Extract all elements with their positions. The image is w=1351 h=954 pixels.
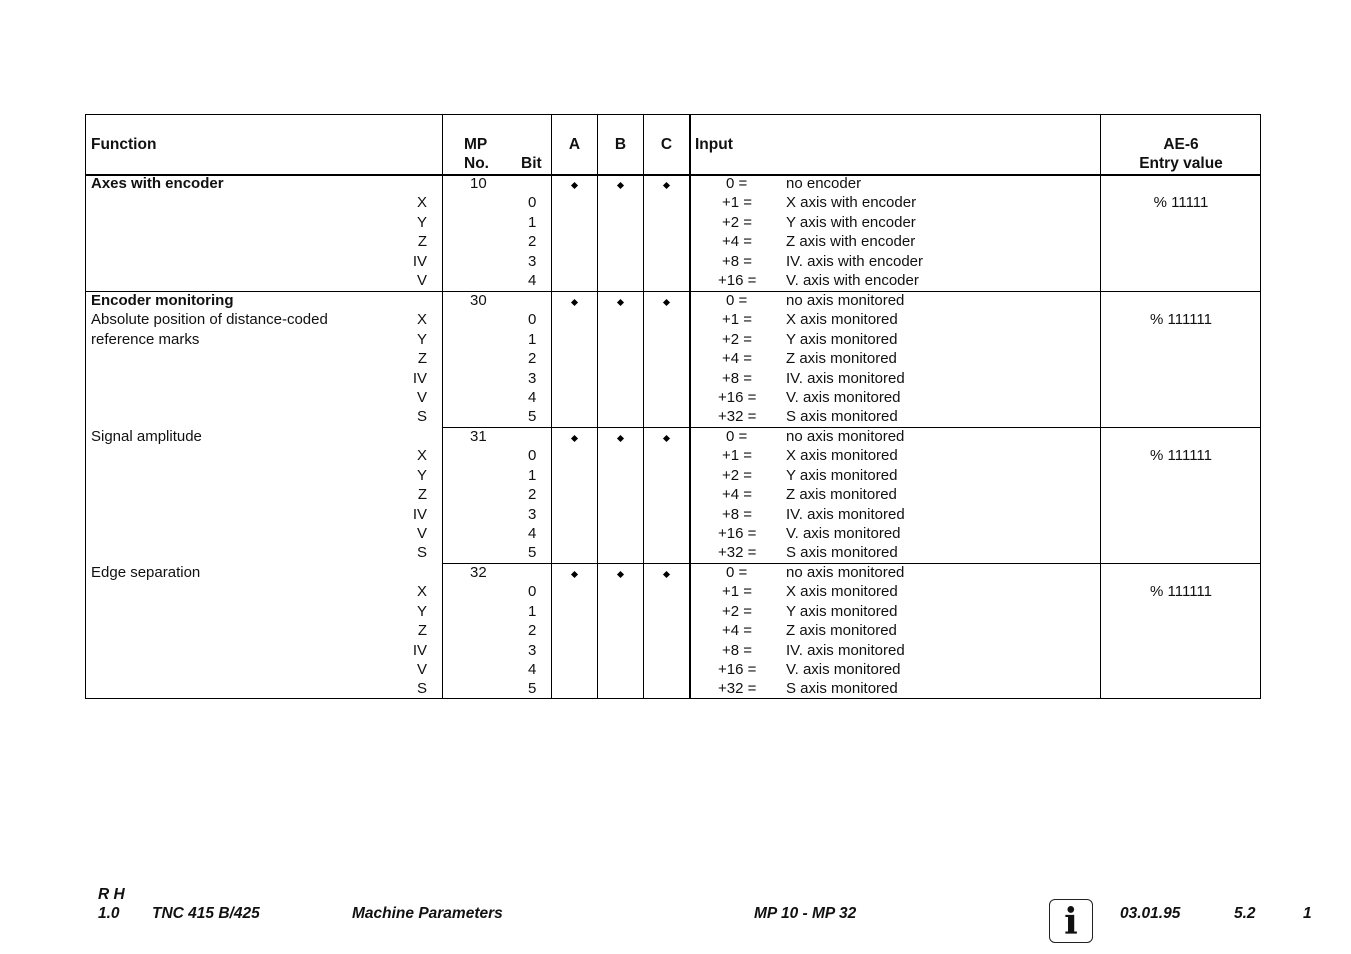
input-code: +8 = bbox=[722, 369, 753, 387]
input-code: +2 = bbox=[722, 330, 753, 348]
input-code: +1 = bbox=[722, 447, 753, 465]
parameter-group bbox=[86, 427, 1260, 563]
axis-label: Z bbox=[417, 622, 427, 640]
input-description: Z axis monitored bbox=[786, 486, 897, 504]
header-ae6: AE-6 bbox=[1163, 136, 1199, 153]
input-code: +32 = bbox=[718, 680, 757, 698]
input-description: Y axis with encoder bbox=[786, 213, 916, 231]
group-subtitle: reference marks bbox=[91, 330, 200, 348]
mp-number: 31 bbox=[470, 428, 487, 445]
input-description: IV. axis with encoder bbox=[786, 252, 924, 270]
marker-b bbox=[616, 182, 623, 189]
marker-c bbox=[662, 571, 669, 578]
header-bit: Bit bbox=[521, 155, 542, 172]
input-code: 0 = bbox=[726, 428, 748, 445]
table-header bbox=[86, 115, 1260, 176]
parameter-group bbox=[86, 291, 1260, 427]
parameter-group bbox=[86, 174, 1260, 291]
info-icon bbox=[1049, 899, 1093, 943]
axis-label: X bbox=[416, 583, 427, 601]
bit-number: 3 bbox=[528, 505, 537, 523]
mp-number: 30 bbox=[470, 292, 487, 309]
axis-label: Y bbox=[416, 330, 427, 348]
input-description: Y axis monitored bbox=[786, 330, 898, 348]
input-description: Z axis with encoder bbox=[786, 233, 916, 251]
input-code: 0 = bbox=[726, 292, 748, 309]
bit-number: 0 bbox=[528, 447, 537, 465]
bit-number: 3 bbox=[528, 369, 537, 387]
input-code: +2 = bbox=[722, 213, 753, 231]
bit-number: 1 bbox=[528, 213, 537, 231]
input-description: no axis monitored bbox=[786, 428, 905, 445]
input-code: +32 = bbox=[718, 408, 757, 426]
group-separator bbox=[86, 291, 1260, 292]
bit-number: 1 bbox=[528, 602, 537, 620]
bit-number: 0 bbox=[528, 311, 537, 329]
axis-label: IV bbox=[412, 369, 427, 387]
input-description: no encoder bbox=[786, 175, 862, 192]
input-description: S axis monitored bbox=[786, 680, 898, 698]
footer-page: 1 bbox=[1303, 905, 1312, 922]
input-code: +2 = bbox=[722, 466, 753, 484]
input-code: +4 = bbox=[722, 350, 753, 368]
bit-number: 2 bbox=[528, 486, 537, 504]
bit-number: 5 bbox=[528, 408, 537, 426]
footer-section: 5.2 bbox=[1234, 905, 1256, 922]
header-no: No. bbox=[464, 155, 489, 172]
input-description: S axis monitored bbox=[786, 408, 898, 426]
footer-date: 03.01.95 bbox=[1120, 905, 1181, 922]
group-title: Encoder monitoring bbox=[91, 292, 234, 309]
axis-label: Z bbox=[417, 350, 427, 368]
input-description: Z axis monitored bbox=[786, 350, 897, 368]
bit-number: 1 bbox=[528, 466, 537, 484]
input-description: X axis monitored bbox=[786, 447, 898, 465]
input-code: 0 = bbox=[726, 175, 748, 192]
parameter-group bbox=[86, 563, 1260, 699]
input-code: +1 = bbox=[722, 311, 753, 329]
bit-number: 3 bbox=[528, 252, 537, 270]
input-code: +8 = bbox=[722, 641, 753, 659]
input-code: +16 = bbox=[718, 525, 757, 542]
marker-a bbox=[570, 571, 577, 578]
footer-model: TNC 415 B/425 bbox=[152, 905, 260, 922]
axis-label: V bbox=[416, 525, 427, 542]
marker-b bbox=[616, 435, 623, 442]
bit-number: 0 bbox=[528, 583, 537, 601]
input-code: +32 = bbox=[718, 544, 757, 562]
bit-number: 2 bbox=[528, 622, 537, 640]
input-description: IV. axis monitored bbox=[786, 641, 905, 659]
axis-label: X bbox=[416, 194, 427, 212]
axis-label: S bbox=[416, 408, 427, 426]
header-function: Function bbox=[91, 136, 157, 153]
input-description: IV. axis monitored bbox=[786, 369, 905, 387]
input-description: V. axis with encoder bbox=[786, 272, 919, 289]
bit-number: 4 bbox=[528, 661, 537, 678]
group-title: Signal amplitude bbox=[91, 428, 202, 445]
input-code: +8 = bbox=[722, 505, 753, 523]
input-description: X axis with encoder bbox=[786, 194, 917, 212]
entry-value: % 111111 bbox=[1150, 447, 1212, 465]
footer-version: 1.0 bbox=[98, 905, 120, 922]
marker-b bbox=[616, 571, 623, 578]
header-c: C bbox=[660, 136, 673, 153]
input-code: +16 = bbox=[718, 661, 757, 678]
input-code: +4 = bbox=[722, 233, 753, 251]
input-description: X axis monitored bbox=[786, 583, 898, 601]
bit-number: 4 bbox=[528, 525, 537, 542]
footer-doc-title: Machine Parameters bbox=[352, 905, 503, 922]
group-title: Edge separation bbox=[91, 564, 201, 581]
bit-number: 5 bbox=[528, 544, 537, 562]
bit-number: 4 bbox=[528, 272, 537, 289]
axis-label: Y bbox=[416, 466, 427, 484]
input-description: IV. axis monitored bbox=[786, 505, 905, 523]
footer-rh: R H bbox=[98, 886, 125, 903]
bit-number: 4 bbox=[528, 389, 537, 406]
input-description: no axis monitored bbox=[786, 292, 905, 309]
marker-a bbox=[570, 435, 577, 442]
entry-value: % 111111 bbox=[1150, 311, 1212, 329]
bit-number: 2 bbox=[528, 233, 537, 251]
input-code: +2 = bbox=[722, 602, 753, 620]
input-code: +16 = bbox=[718, 272, 757, 289]
input-description: V. axis monitored bbox=[786, 661, 901, 678]
axis-label: IV bbox=[412, 252, 427, 270]
input-code: +1 = bbox=[722, 194, 753, 212]
axis-label: V bbox=[416, 389, 427, 406]
bit-number: 1 bbox=[528, 330, 537, 348]
input-description: Z axis monitored bbox=[786, 622, 897, 640]
input-description: V. axis monitored bbox=[786, 389, 901, 406]
marker-a bbox=[570, 299, 577, 306]
mp-number: 32 bbox=[470, 564, 487, 581]
marker-c bbox=[662, 299, 669, 306]
axis-label: S bbox=[416, 544, 427, 562]
footer-range: MP 10 - MP 32 bbox=[754, 905, 857, 922]
header-b: B bbox=[614, 136, 627, 153]
bit-number: 5 bbox=[528, 680, 537, 698]
header-a: A bbox=[568, 136, 581, 153]
axis-label: X bbox=[416, 311, 427, 329]
parameter-table bbox=[85, 114, 1261, 699]
axis-label: Z bbox=[417, 486, 427, 504]
header-mp: MP bbox=[464, 136, 488, 153]
input-code: +4 = bbox=[722, 486, 753, 504]
input-description: no axis monitored bbox=[786, 564, 905, 581]
marker-c bbox=[662, 435, 669, 442]
axis-label: V bbox=[416, 661, 427, 678]
info-glyph: i bbox=[1064, 901, 1078, 943]
input-description: S axis monitored bbox=[786, 544, 898, 562]
header-entry-value: Entry value bbox=[1139, 155, 1223, 172]
axis-label: IV bbox=[412, 641, 427, 659]
axis-label: IV bbox=[412, 505, 427, 523]
axis-label: V bbox=[416, 272, 427, 289]
input-code: +1 = bbox=[722, 583, 753, 601]
axis-label: Y bbox=[416, 213, 427, 231]
axis-label: Z bbox=[417, 233, 427, 251]
axis-label: S bbox=[416, 680, 427, 698]
header-input: Input bbox=[695, 136, 733, 153]
bit-number: 3 bbox=[528, 641, 537, 659]
mp-number: 10 bbox=[470, 175, 487, 192]
entry-value: % 11111 bbox=[1153, 194, 1209, 212]
bit-number: 0 bbox=[528, 194, 537, 212]
bit-number: 2 bbox=[528, 350, 537, 368]
group-subtitle: Absolute position of distance-coded bbox=[91, 311, 328, 329]
input-description: Y axis monitored bbox=[786, 602, 898, 620]
input-code: +8 = bbox=[722, 252, 753, 270]
marker-a bbox=[570, 182, 577, 189]
axis-label: X bbox=[416, 447, 427, 465]
entry-value: % 111111 bbox=[1150, 583, 1212, 601]
group-title: Axes with encoder bbox=[91, 175, 224, 192]
input-description: Y axis monitored bbox=[786, 466, 898, 484]
input-code: +4 = bbox=[722, 622, 753, 640]
input-description: X axis monitored bbox=[786, 311, 898, 329]
axis-label: Y bbox=[416, 602, 427, 620]
input-code: +16 = bbox=[718, 389, 757, 406]
marker-c bbox=[662, 182, 669, 189]
input-description: V. axis monitored bbox=[786, 525, 901, 542]
marker-b bbox=[616, 299, 623, 306]
input-code: 0 = bbox=[726, 564, 748, 581]
